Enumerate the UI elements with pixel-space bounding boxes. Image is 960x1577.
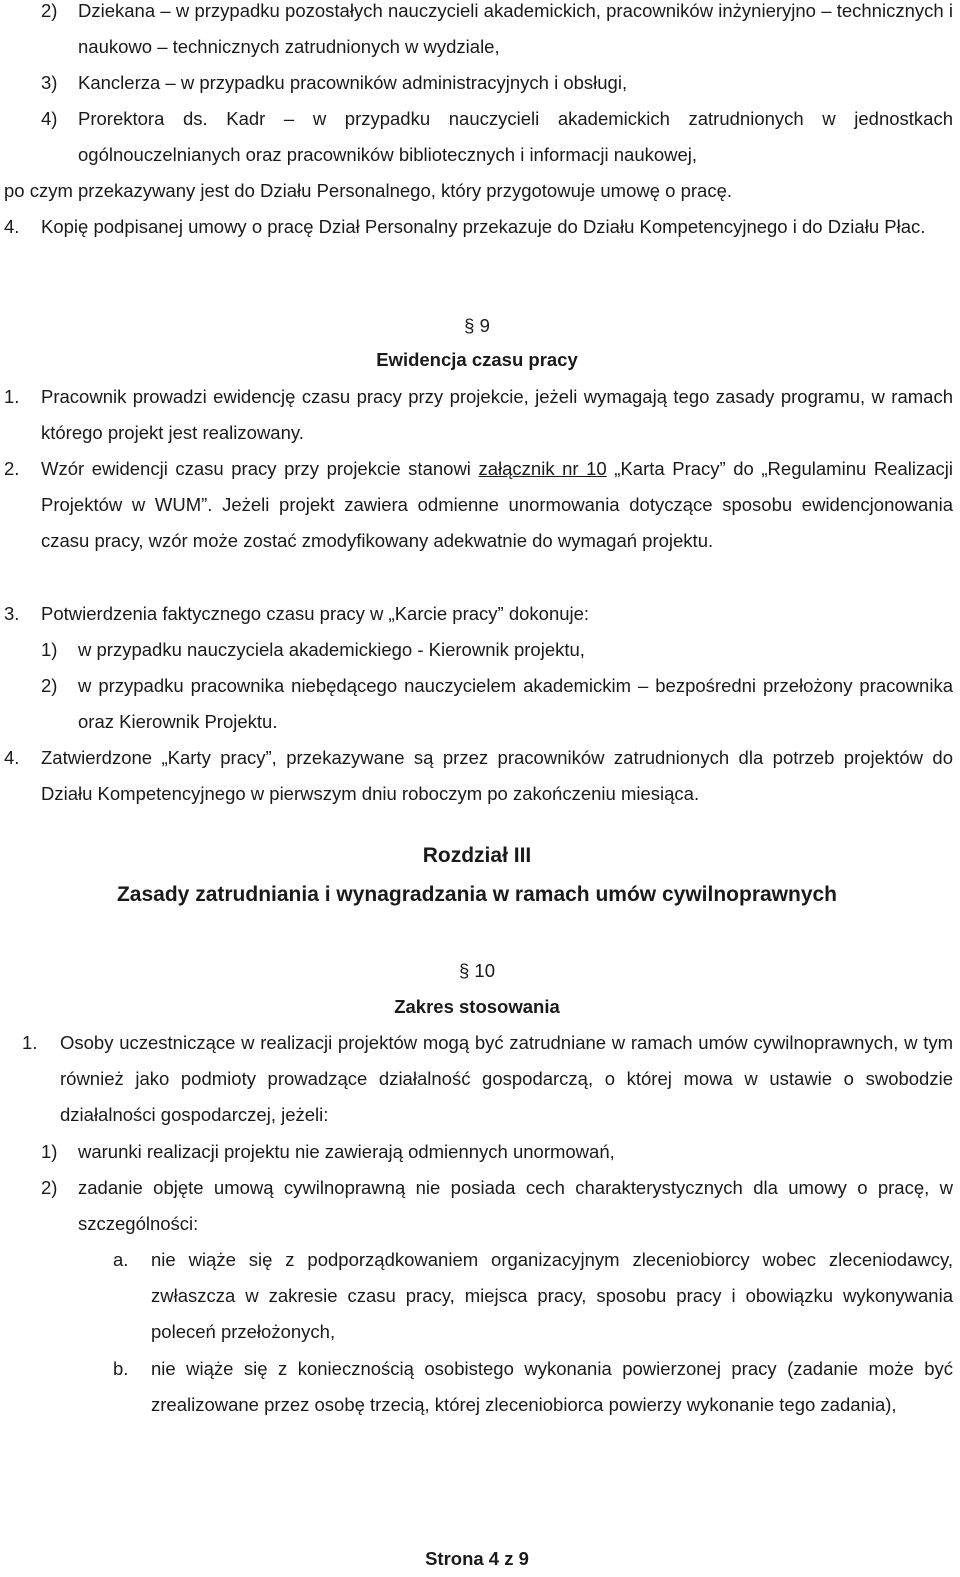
list-text: zadanie objęte umową cywilnoprawną nie posiada cech charakterystycznych dla umowy o pracę, w szczególności:	[78, 1177, 953, 1234]
list-number: 2)	[41, 675, 58, 696]
paragraph-number: 2.	[4, 458, 20, 479]
list-number: 3)	[41, 72, 58, 93]
section-symbol: § 9	[464, 315, 490, 336]
paragraph-text: Potwierdzenia faktycznego czasu pracy w „Karcie pracy” dokonuje:	[41, 603, 590, 624]
list-number: 2)	[41, 0, 58, 21]
list-item	[0, 65, 960, 101]
section-symbol: § 10	[458, 960, 495, 981]
list-text: Dziekana – w przypadku pozostałych nauczycieli akademickich, pracowników inżynieryjno – technicznych i naukowo – technicznych zatrudnionych w wydziale,	[78, 0, 953, 57]
list-item	[0, 0, 960, 65]
sub-list-text: nie wiąże się z koniecznością osobistego wykonania powierzonej pracy (zadanie może być zrealizowane przez osobę trzecią, której zleceniobiorca powierzy wykonanie tego zadania),	[151, 1358, 953, 1415]
paragraph-number: 1.	[4, 386, 20, 407]
numbered-paragraph	[0, 379, 960, 451]
sub-list-item	[0, 1242, 960, 1350]
sub-list-letter: b.	[113, 1358, 129, 1379]
list-number: 4)	[41, 108, 58, 129]
numbered-paragraph	[0, 596, 960, 632]
numbered-paragraph	[0, 1025, 960, 1133]
list-number: 1)	[41, 1141, 58, 1162]
sub-list-letter: a.	[113, 1249, 129, 1270]
chapter-label: Rozdział III	[422, 844, 532, 867]
list-text: Prorektora ds. Kadr – w przypadku nauczycieli akademickich zatrudnionych w jednostkach ogólnouczelnianych oraz pracowników bibliotecznych i informacji naukowej,	[78, 108, 953, 165]
list-item	[0, 1134, 960, 1170]
page-footer: Strona 4 z 9	[425, 1548, 529, 1569]
numbered-paragraph	[0, 209, 960, 281]
list-number: 2)	[41, 1177, 58, 1198]
section-title: Zakres stosowania	[394, 996, 560, 1017]
list-text: w przypadku nauczyciela akademickiego - Kierownik projektu,	[78, 639, 585, 660]
paragraph-text: Zatwierdzone „Karty pracy”, przekazywane są przez pracowników zatrudnionych dla potrzeb projektów do Działu Kompetencyjnego w pierwszym dniu roboczym po zakończeniu miesiąca.	[41, 747, 953, 804]
list-text: warunki realizacji projektu nie zawierają odmiennych unormowań,	[78, 1141, 615, 1162]
numbered-paragraph	[0, 451, 960, 595]
sub-list-item	[0, 1351, 960, 1459]
sub-list-text: nie wiąże się z podporządkowaniem organizacyjnym zleceniobiorcy wobec zleceniodawcy, zwłaszcza w zakresie czasu pracy, miejsca pracy, sposobu pracy i obowiązku wykonywania poleceń przełożonych,	[151, 1249, 953, 1342]
attachment-link[interactable]: załącznik nr 10	[478, 458, 607, 479]
list-text: w przypadku pracownika niebędącego nauczycielem akademickim – bezpośredni przełożony pracownika oraz Kierownik Projektu.	[78, 675, 953, 732]
list-number: 1)	[41, 639, 58, 660]
paragraph-number: 4.	[4, 216, 20, 237]
paragraph-text: Osoby uczestniczące w realizacji projektów mogą być zatrudniane w ramach umów cywilnoprawnych, w tym również jako podmioty prowadzące działalność gospodarczą, o której mowa w ustawie o swobodzie działalności gospodarczej, jeżeli:	[60, 1032, 953, 1125]
paragraph-number: 1.	[22, 1032, 38, 1053]
list-text: Kanclerza – w przypadku pracowników administracyjnych i obsługi,	[78, 72, 628, 93]
section-title: Ewidencja czasu pracy	[376, 349, 578, 370]
paragraph-number: 4.	[4, 747, 20, 768]
paragraph-text-end: „Karta Pracy” do „Regulaminu Realizacji Projektów w WUM”. Jeżeli projekt zawiera odmienne unormowania dotyczące sposobu ewidencjonowania czasu pracy, wzór może zostać zmodyfikowany adekwatnie do wymagań projektu.	[41, 458, 954, 551]
paragraph-text: Pracownik prowadzi ewidencję czasu pracy przy projekcie, jeżeli wymagają tego zasady programu, w ramach którego projekt jest realizowany.	[41, 386, 953, 443]
paragraph: po czym przekazywany jest do Działu Personalnego, który przygotowuje umowę o pracę.	[4, 180, 733, 201]
paragraph-text-start: Wzór ewidencji czasu pracy przy projekcie stanowi	[41, 458, 479, 479]
numbered-paragraph	[0, 740, 960, 812]
paragraph-text: Kopię podpisanej umowy o pracę Dział Personalny przekazuje do Działu Kompetencyjnego i do Działu Płac.	[41, 216, 926, 237]
chapter-title: Zasady zatrudniania i wynagradzania w ramach umów cywilnoprawnych	[116, 883, 838, 906]
list-item	[0, 668, 960, 740]
paragraph-number: 3.	[4, 603, 20, 624]
paragraph-text	[41, 451, 953, 559]
list-item	[0, 632, 960, 668]
list-item	[0, 101, 960, 173]
list-item	[0, 1170, 960, 1242]
